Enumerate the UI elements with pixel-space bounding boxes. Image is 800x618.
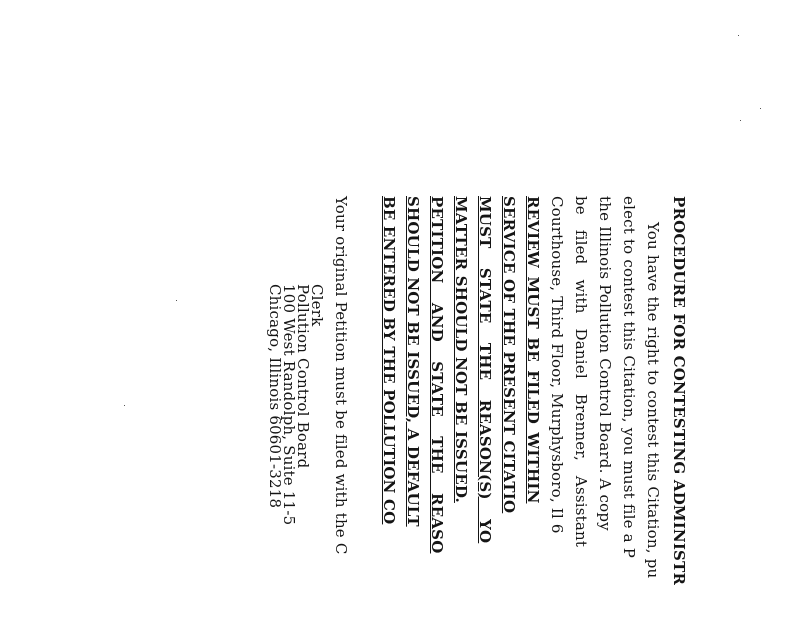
warning-line: PETITION AND STATE THE REASO [428, 196, 446, 554]
scan-speck [760, 108, 761, 109]
warning-line: SERVICE OF THE PRESENT CITATIO [500, 196, 518, 514]
warning-line: MUST STATE THE REASON(S) YO [476, 196, 494, 544]
paragraph-line: the Illinois Pollution Control Board. A copy [596, 196, 614, 531]
paragraph-line: Courthouse, Third Floor, Murphysboro, Il 6 [548, 196, 566, 534]
scan-speck [176, 300, 177, 301]
paragraph-line: be filed with Daniel Brenner, Assistant [572, 196, 590, 548]
scan-speck [740, 120, 741, 121]
warning-line: SHOULD NOT BE ISSUED, A DEFAULT [404, 196, 422, 527]
warning-line: MATTER SHOULD NOT BE ISSUED. [452, 196, 470, 503]
rotated-document-text [266, 196, 688, 618]
paragraph-line: You have the right to contest this Citation, pu [644, 222, 662, 579]
filing-note: Your original Petition must be filed with the C [332, 196, 350, 555]
scan-speck [738, 35, 739, 36]
warning-line: REVIEW MUST BE FILED WITHIN [524, 196, 542, 504]
warning-line: BE ENTERED BY THE POLLUTION CO [380, 196, 398, 525]
address-line: Pollution Control Board [294, 284, 312, 469]
address-line: Chicago, Illinois 60601-3218 [266, 284, 284, 509]
address-line: Clerk [308, 284, 326, 327]
paragraph-line: elect to contest this Citation, you must file a P [620, 196, 638, 559]
document-heading: PROCEDURE FOR CONTESTING ADMINISTR [670, 196, 688, 586]
address-line: 100 West Randolph, Suite 11-5 [280, 284, 298, 526]
scan-speck [124, 405, 125, 406]
